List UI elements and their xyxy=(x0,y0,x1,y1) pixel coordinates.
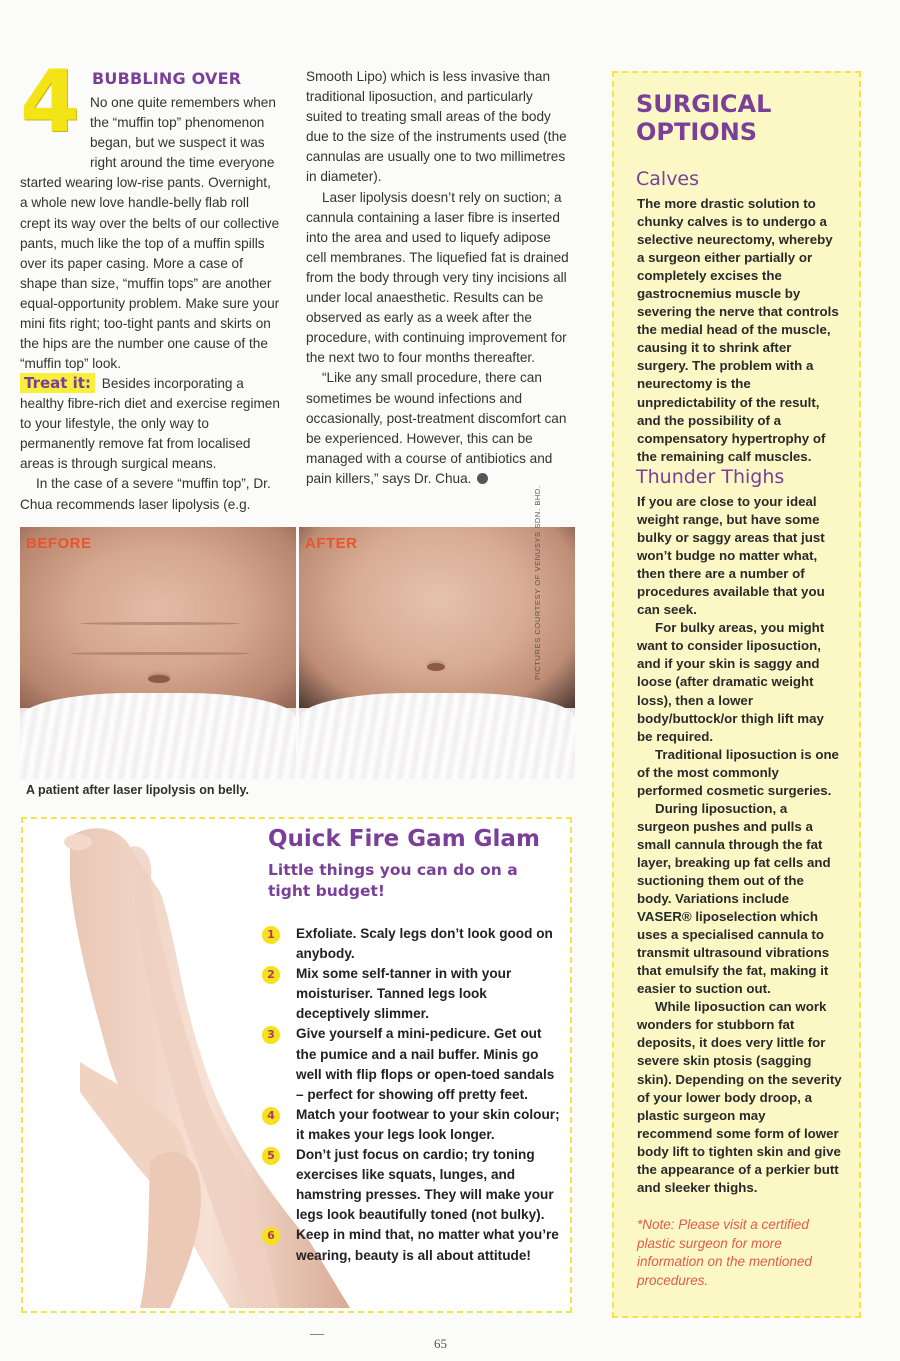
intro-text: No one quite remembers when the “muffin top” phenomenon began, but we suspect it was right around the time everyone started wearing low-rise pants. Overnight, a whole new love handle-belly flab roll crept its way over the belts of our collective pants, much like the top of a muffin spills over its paper casing. More a case of shape than size, “muffin tops” are another equal-opportunity problem. Make sure your mini fits right; too-tight pants and skirts on the hips are the number one cause of the “muffin top” look. xyxy=(20,95,280,372)
list-item xyxy=(262,1024,560,1104)
section-heading: BUBBLING OVER xyxy=(92,69,242,88)
quick-fire-list xyxy=(262,924,560,1266)
before-photo xyxy=(20,527,296,779)
surgeon-note: *Note: Please visit a certified plastic surgeon for more information on the mentioned procedures. xyxy=(637,1217,812,1288)
list-number-badge: 3 xyxy=(262,1026,280,1044)
belly-fold xyxy=(80,622,240,625)
footer-rule xyxy=(310,1334,324,1335)
list-item-text: Give yourself a mini-pedicure. Get out the pumice and a nail buffer. Minis go well with flip flops or open-toed sandals – perfect for showing off pretty feet. xyxy=(296,1026,555,1102)
list-number-badge: 1 xyxy=(262,926,280,944)
thunder-thighs-text xyxy=(637,493,842,1197)
list-number-badge: 6 xyxy=(262,1227,280,1245)
section-number: 4 xyxy=(20,52,80,152)
towel xyxy=(299,693,575,779)
column2-paragraph-3 xyxy=(306,368,570,489)
list-item xyxy=(262,1225,560,1265)
column2-paragraph-3-text: “Like any small procedure, there can sometimes be wound infections and occasionally, post-treatment discomfort can be experienced. However, this can be managed with a course of antibiotics and pain killers,” says Dr. Chua. xyxy=(306,370,567,486)
before-label: BEFORE xyxy=(26,535,92,552)
list-item-text: Exfoliate. Scaly legs don’t look good on anybody. xyxy=(296,926,553,962)
treat-it-paragraph xyxy=(20,373,282,515)
calves-heading: Calves xyxy=(636,168,700,190)
list-item-text: Don’t just focus on cardio; try toning exercises like squats, lunges, and hamstring presses. They will make your legs look beautifully toned (not bulky). xyxy=(296,1147,554,1223)
belly-fold xyxy=(70,652,250,655)
surgical-options-title: SURGICAL OPTIONS xyxy=(636,90,772,146)
thighs-paragraph-3: Traditional liposuction is one of the most commonly performed cosmetic surgeries. xyxy=(637,746,839,798)
quick-fire-title: Quick Fire Gam Glam xyxy=(268,826,540,852)
quick-fire-subtitle: Little things you can do on a tight budget! xyxy=(268,861,518,900)
thighs-paragraph-5: While liposuction can work wonders for stubborn fat deposits, it does very little for severe skin ptosis (sagging skin). Depending on the severity of your lower body droop, a plastic surgeon may recommend some form of lower body lift to tighten skin and give the appearance of a perkier butt and sleeker thighs. xyxy=(637,999,842,1195)
list-item-text: Mix some self-tanner in with your moisturiser. Tanned legs look deceptively slimmer. xyxy=(296,966,512,1022)
after-label: AFTER xyxy=(305,535,358,552)
photo-caption: A patient after laser lipolysis on belly. xyxy=(26,783,249,797)
list-item-text: Keep in mind that, no matter what you’re wearing, beauty is all about attitude! xyxy=(296,1227,559,1263)
column2-paragraph-1: Smooth Lipo) which is less invasive than traditional liposuction, and particularly suited to treating small areas of the body due to the size of the instruments used (the cannulas are usually one to two millimetres in diameter). xyxy=(306,69,567,185)
list-number-badge: 4 xyxy=(262,1107,280,1125)
towel xyxy=(20,693,296,779)
thighs-paragraph-4: During liposuction, a surgeon pushes and pulls a small cannula through the fat layer, breaking up fat cells and suctioning them out of the body. Variations include VASER® liposelection which uses a specialised cannula to transmit ultrasound vibrations that emulsify the fat, making it easier to suction out. xyxy=(637,800,831,997)
list-item xyxy=(262,1145,560,1225)
list-item xyxy=(262,964,560,1024)
thighs-paragraph-2: For bulky areas, you might want to consider liposuction, and if your skin is saggy and loose (after dramatic weight loss), then a lower body/buttock/or thigh lift may be required. xyxy=(637,620,825,744)
end-mark-icon xyxy=(477,473,488,484)
article-column-2 xyxy=(306,67,570,489)
treat-it-text: Besides incorporating a healthy fibre-rich diet and exercise regimen to your lifestyle, the only way to permanently remove fat from localised areas is through surgical means. xyxy=(20,376,280,472)
treat-it-paragraph-2: In the case of a severe “muffin top”, Dr. Chua recommends laser lipolysis (e.g. xyxy=(20,476,271,512)
calves-text: The more drastic solution to chunky calves is to undergo a selective neurectomy, whereby a surgeon either partially or completely excises the gastrocnemius muscle by severing the nerve that controls the medial head of the muscle, causing it to shrink after surgery. The problem with a neurectomy is the unpredictability of the result, and the possibility of a compensatory hypertrophy of the remaining calf muscles. xyxy=(637,196,839,464)
thighs-paragraph-1: If you are close to your ideal weight range, but have some bulky or saggy areas that just won’t budge no matter what, then there are a number of procedures available that you can seek. xyxy=(637,494,825,618)
list-number-badge: 2 xyxy=(262,966,280,984)
thunder-thighs-heading: Thunder Thighs xyxy=(636,466,785,488)
list-number-badge: 5 xyxy=(262,1147,280,1165)
treat-it-label: Treat it: xyxy=(20,373,95,393)
navel xyxy=(148,675,170,683)
column2-paragraph-2: Laser lipolysis doesn’t rely on suction; a cannula containing a laser fibre is inserted into the area and used to liquefy adipose cell membranes. The liquefied fat is drained from the body through very tiny incisions all under local anaesthetic. Results can be observed as early as a week after the procedure, with continuing improvement for the next two to four months thereafter. xyxy=(306,189,569,366)
intro-paragraph xyxy=(20,93,282,374)
page-number: 65 xyxy=(434,1336,447,1351)
list-item xyxy=(262,1105,560,1145)
photo-credit: PICTURES COURTESY OF VENUSYS SDN. BHD. xyxy=(533,485,542,680)
list-item-text: Match your footwear to your skin colour; it makes your legs look longer. xyxy=(296,1106,560,1142)
list-item xyxy=(262,924,560,964)
navel xyxy=(427,663,445,671)
